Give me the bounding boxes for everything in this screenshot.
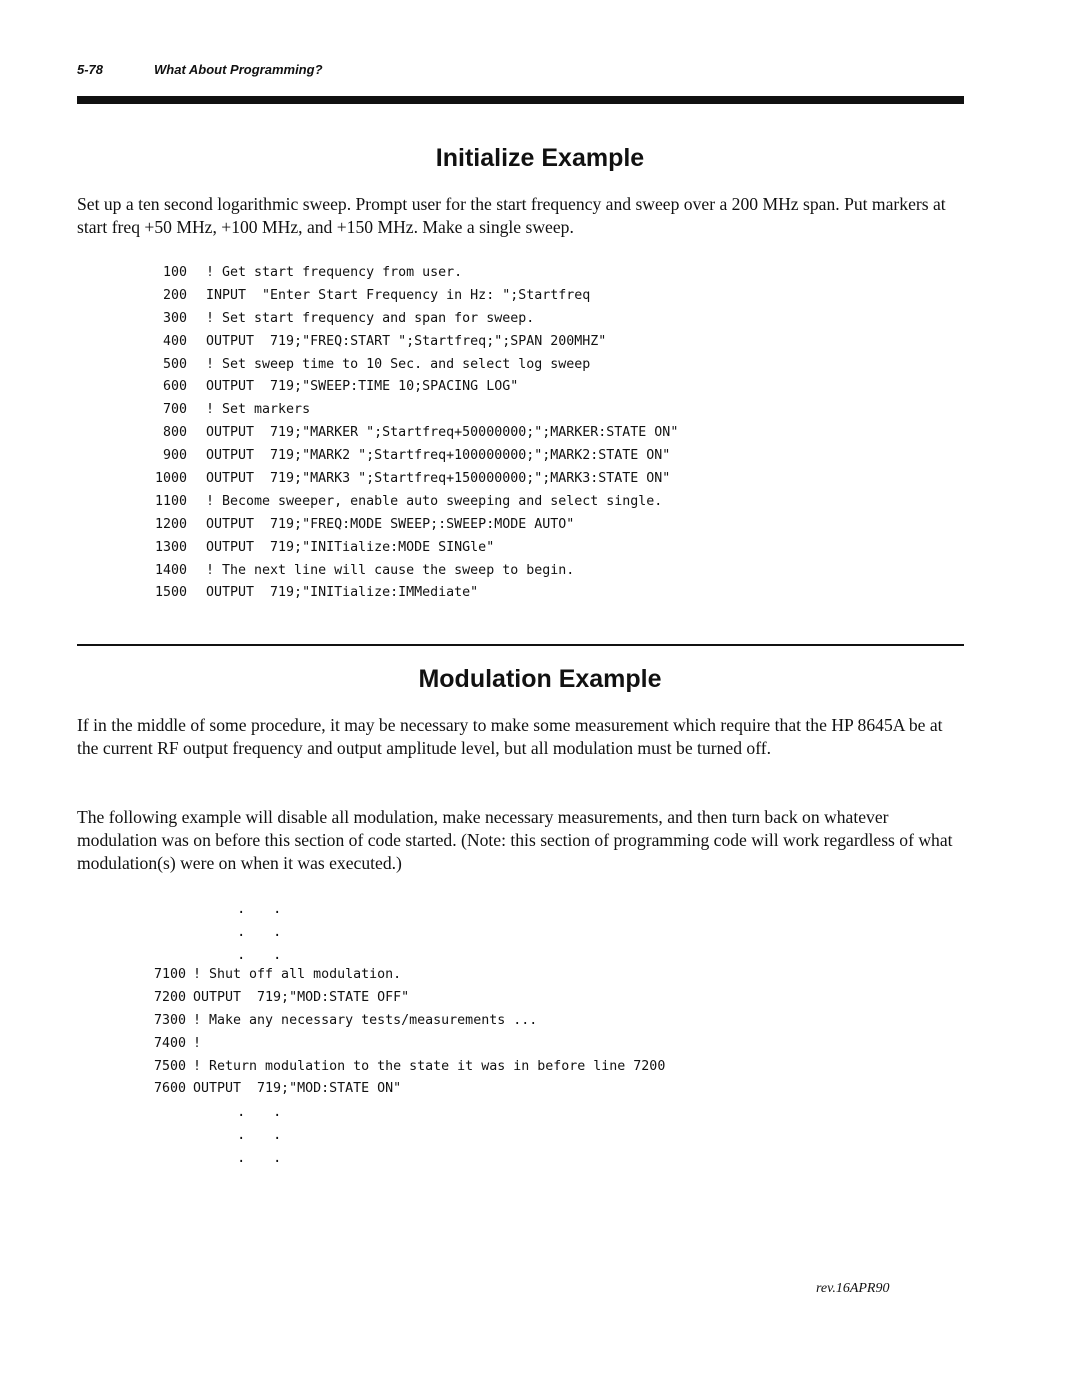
code-line bbox=[48, 1078, 665, 1101]
header-rule bbox=[77, 96, 964, 104]
code-text: ! Shut off all modulation. bbox=[193, 967, 402, 982]
revision-note: rev.16APR90 bbox=[816, 1281, 890, 1296]
code-line bbox=[48, 1033, 665, 1056]
code-line bbox=[48, 308, 678, 331]
code-line bbox=[48, 560, 678, 583]
code-text: OUTPUT 719;"MARK2 ";Startfreq+100000000;";MARK2:STATE ON" bbox=[206, 448, 671, 464]
code-line bbox=[48, 445, 678, 468]
code-line bbox=[48, 514, 678, 537]
line-number: 1300 bbox=[154, 539, 187, 555]
code-text: ! The next line will cause the sweep to begin. bbox=[206, 562, 575, 578]
code-line bbox=[48, 987, 665, 1010]
line-number: 7300 bbox=[153, 1012, 186, 1028]
code-line bbox=[48, 422, 678, 445]
code-line bbox=[48, 468, 678, 491]
line-number: 1200 bbox=[154, 516, 187, 532]
code-text: OUTPUT 719;"MARK3 ";Startfreq+150000000;";MARK3:STATE ON" bbox=[206, 471, 671, 487]
code-text: ! Return modulation to the state it was in before line 7200 bbox=[193, 1058, 666, 1074]
line-number: 7400 bbox=[153, 1035, 186, 1051]
code-text: ! Set start frequency and span for sweep. bbox=[206, 310, 535, 326]
code-line bbox=[48, 262, 678, 285]
modulation-heading: Modulation Example bbox=[418, 665, 662, 693]
code-text: OUTPUT 719;"INITialize:IMMediate" bbox=[206, 585, 479, 601]
code-text: ! Become sweeper, enable auto sweeping and select single. bbox=[206, 493, 663, 509]
code-line bbox=[48, 964, 665, 987]
code-text: OUTPUT 719;"MOD:STATE OFF" bbox=[193, 989, 410, 1005]
line-number: 7100 bbox=[153, 967, 186, 982]
line-number: 500 bbox=[162, 356, 187, 372]
code-text: ! Set markers bbox=[206, 402, 311, 418]
code-line bbox=[48, 491, 678, 514]
code-text: OUTPUT 719;"MOD:STATE ON" bbox=[193, 1081, 402, 1097]
initialize-heading: Initialize Example bbox=[435, 144, 645, 172]
page-number: 5-78 bbox=[77, 62, 104, 77]
line-number: 1000 bbox=[154, 471, 187, 487]
line-number: 800 bbox=[162, 425, 187, 441]
code-text: OUTPUT 719;"FREQ:MODE SWEEP;:SWEEP:MODE AUTO" bbox=[206, 516, 575, 532]
code-text: OUTPUT 719;"SWEEP:TIME 10;SPACING LOG" bbox=[206, 379, 519, 395]
code-line bbox=[48, 376, 678, 399]
modulation-paragraph-1: If in the middle of some procedure, it may be necessary to make some measurement which require that the HP 8645A be at the current RF output frequency and output amplitude level, but all modulation must be turned off. bbox=[77, 715, 943, 758]
line-number: 1100 bbox=[154, 493, 187, 509]
code-line bbox=[48, 537, 678, 560]
code-line bbox=[48, 331, 678, 354]
code-text: INPUT "Enter Start Frequency in Hz: ";Startfreq bbox=[206, 287, 591, 303]
code-line bbox=[48, 1056, 665, 1079]
section-title: What About Programming? bbox=[154, 62, 323, 77]
line-number: 1500 bbox=[154, 585, 187, 601]
code-line bbox=[48, 285, 678, 308]
line-number: 1400 bbox=[154, 562, 187, 578]
code-text: ! Get start frequency from user. bbox=[206, 265, 463, 280]
code-text: ! Make any necessary tests/measurements ... bbox=[193, 1012, 538, 1028]
code-text: ! bbox=[193, 1035, 202, 1051]
initialize-code-listing bbox=[48, 262, 678, 605]
code-line bbox=[48, 582, 678, 605]
code-text: OUTPUT 719;"FREQ:START ";Startfreq;";SPAN 200MHZ" bbox=[206, 333, 607, 349]
line-number: 600 bbox=[162, 379, 187, 395]
line-number: 200 bbox=[162, 287, 187, 303]
code-text: ! Set sweep time to 10 Sec. and select log sweep bbox=[206, 356, 591, 372]
line-number: 100 bbox=[162, 265, 187, 280]
code-text: OUTPUT 719;"INITialize:MODE SINGle" bbox=[206, 539, 495, 555]
line-number: 7200 bbox=[153, 989, 186, 1005]
section-divider bbox=[77, 644, 964, 646]
code-text: OUTPUT 719;"MARKER ";Startfreq+50000000;";MARKER:STATE ON" bbox=[206, 425, 679, 441]
line-number: 7600 bbox=[153, 1081, 186, 1097]
code-line bbox=[48, 1010, 665, 1033]
modulation-code-listing bbox=[48, 964, 665, 1101]
line-number: 400 bbox=[162, 333, 187, 349]
modulation-paragraph-2: The following example will disable all modulation, make necessary measurements, and then turn back on whatever modulation was on before this section of code started. (Note: this section of programming code will work regardless of what modulation(s) were on when it was executed.) bbox=[77, 807, 953, 873]
line-number: 900 bbox=[162, 448, 187, 464]
code-line bbox=[48, 354, 678, 377]
initialize-paragraph: Set up a ten second logarithmic sweep. Prompt user for the start frequency and sweep over a 200 MHz span. Put markers at start freq +50 MHz, +100 MHz, and +150 MHz. Make a single sweep. bbox=[77, 194, 946, 237]
code-line bbox=[48, 399, 678, 422]
page-header bbox=[77, 62, 323, 77]
line-number: 7500 bbox=[153, 1058, 186, 1074]
line-number: 300 bbox=[162, 310, 187, 326]
line-number: 700 bbox=[162, 402, 187, 418]
